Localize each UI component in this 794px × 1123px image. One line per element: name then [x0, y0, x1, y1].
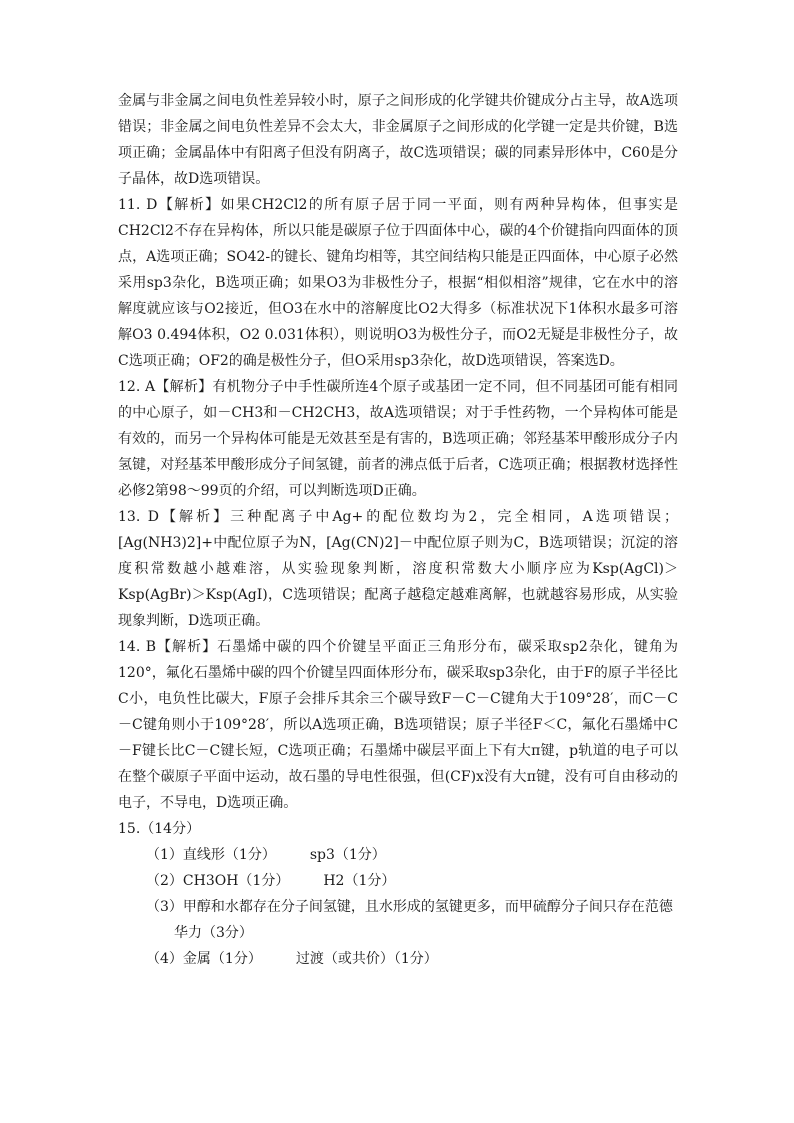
paragraph-intro: 金属与非金属之间电负性差异较小时，原子之间形成的化学键共价键成分占主导，故A选项错误；非金属之间电负性差异不会太大，非金属原子之间形成的化学键一定是共价键，B选项正确；金属晶体中有阳离子但没有阴离子，故C选项错误；碳的同素异形体中，C60是分子晶体，故D选项错误。: [118, 93, 678, 187]
answer-2: [118, 868, 678, 894]
paragraph-q14: 14. B【解析】石墨烯中碳的四个价键呈平面正三角形分布，碳采取sp2杂化，键角为120°，氟化石墨烯中碳的四个价键呈四面体形分布，碳采取sp3杂化，由于F的原子半径比C小，电负性比碳大，F原子会排斥其余三个碳导致F－C－C键角大于109°28′，而C－C－C键角则小于109°28′，所以A选项正确，B选项错误；原子半径F＜C，氟化石墨烯中C－F键长比C－C键长短，C选项正确；石墨烯中碳层平面上下有大π键，p轨道的电子可以在整个碳原子平面中运动，故石墨的导电性很强，但(CF)x没有大π键，没有可自由移动的电子，不导电，D选项正确。: [118, 639, 678, 811]
answer-3-label: （3）: [146, 899, 183, 915]
answer-4-label: （4）: [146, 951, 183, 967]
answer-2-a: CH3OH（1分）: [182, 873, 290, 889]
answer-4-a: 金属（1分）: [182, 951, 262, 967]
document-page: [118, 88, 678, 972]
paragraph-q13: 13. D【解析】三种配离子中Ag+的配位数均为2，完全相同，A选项错误；[Ag(NH3)2]+中配位原子为N，[Ag(CN)2]－中配位原子则为C，B选项错误；沉淀的溶度积常数越小越难溶，从实验现象判断，溶度积常数大小顺序应为Ksp(AgCl)＞Ksp(AgBr)＞Ksp(AgI)，C选项错误；配离子越稳定越难离解，也就越容易形成，从实验现象判断，D选项正确。: [118, 509, 678, 629]
answer-3: [118, 894, 678, 946]
paragraph-q15-heading: 15.（14分）: [118, 821, 201, 837]
answer-2-label: （2）: [146, 873, 183, 889]
answer-2-b: H2（1分）: [323, 873, 396, 889]
answer-1-a: 直线形（1分）: [182, 847, 276, 863]
answer-1-label: （1）: [146, 847, 183, 863]
answer-3-a: 甲醇和水都存在分子间氢键，且水形成的氢键更多，而甲硫醇分子间只存在范德华力（3分）: [174, 899, 673, 941]
paragraph-q11: 11. D【解析】如果CH2Cl2的所有原子居于同一平面，则有两种异构体，但事实是CH2Cl2不存在异构体，所以只能是碳原子位于四面体中心，碳的4个价键指向四面体的顶点，A选项正确；SO42-的键长、键角均相等，其空间结构只能是正四面体，中心原子必然采用sp3杂化，B选项正确；如果O3为非极性分子，根据“相似相溶”规律，它在水中的溶解度就应该与O2接近，但O3在水中的溶解度比O2大得多（标准状况下1体积水最多可溶解O3 0.494体积，O2 0.031体积），则说明O3为极性分子，而O2无疑是非极性分子，故C选项正确；OF2的确是极性分子，但O采用sp3杂化，故D选项错误，答案选D。: [118, 197, 678, 369]
answer-1: [118, 842, 678, 868]
answer-4-b: 过渡（或共价）（1分）: [295, 951, 438, 967]
answer-1-b: sp3（1分）: [309, 847, 386, 863]
paragraph-q12: 12. A【解析】有机物分子中手性碳所连4个原子或基团一定不同，但不同基团可能有相同的中心原子，如－CH3和－CH2CH3，故A选项错误；对于手性药物，一个异构体可能是有效的，而另一个异构体可能是无效甚至是有害的，B选项正确；邻羟基苯甲酸形成分子内氢键，对羟基苯甲酸形成分子间氢键，前者的沸点低于后者，C选项正确；根据教材选择性必修2第98～99页的介绍，可以判断选项D正确。: [118, 379, 678, 499]
answer-4: [118, 946, 678, 972]
